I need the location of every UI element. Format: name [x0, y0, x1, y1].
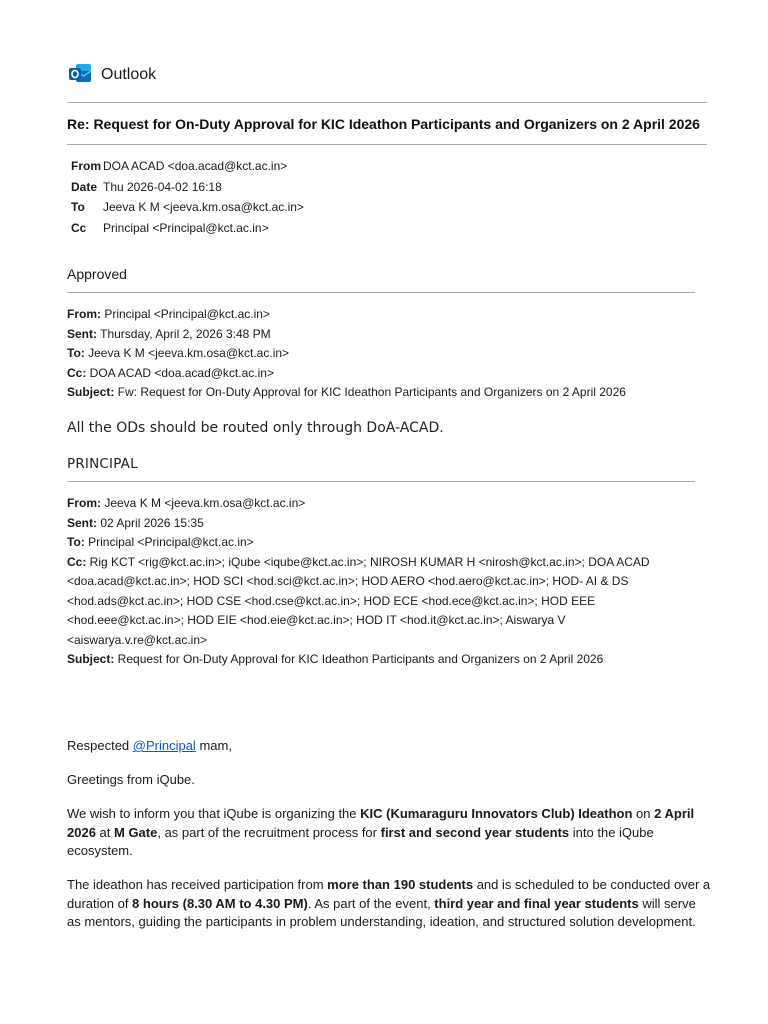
p2-bold: third year and final year students [434, 895, 639, 911]
fwd2-cc-line: <hod.eee@kct.ac.in>; HOD EIE <hod.eie@kct.ac.in>; HOD IT <hod.it@kct.ac.in>; Aiswarya V [67, 613, 566, 627]
fwd2-cc-label: Cc: [67, 554, 87, 569]
fwd2-cc-line: <doa.acad@kct.ac.in>; HOD SCI <hod.sci@kct.ac.in>; HOD AERO <hod.aero@kct.ac.in>; HOD- AI & DS [67, 574, 629, 588]
principal-signature: PRINCIPAL [67, 456, 138, 472]
p2-text: The ideathon has received participation from [67, 877, 328, 892]
app-name: Outlook [101, 66, 157, 83]
email-subject: Re: Request for On-Duty Approval for KIC Ideathon Participants and Organizers on 2 April 2026 [67, 116, 700, 132]
p1-text: , as part of the recruitment process for [157, 824, 381, 840]
outlook-logo-icon [68, 61, 92, 90]
p2-text: and is scheduled to be conducted over a duration of [67, 877, 711, 911]
divider [67, 292, 695, 293]
fwd1-cc-label: Cc: [67, 365, 87, 380]
date-label: Date [71, 179, 98, 194]
mention-link[interactable]: @Principal [132, 738, 196, 753]
reply-body: Approved [67, 266, 127, 282]
fwd1-subject-label: Subject: [67, 385, 115, 399]
p2-text: . As part of the event, [307, 895, 435, 911]
forwarded-header-1 [67, 305, 626, 403]
p1-bold: first and second year students [380, 824, 570, 840]
p2-bold: 8 hours (8.30 AM to 4.30 PM) [132, 895, 308, 911]
p1-bold: 2 April 2026 [67, 806, 695, 840]
p2-text: will serve as mentors, guiding the participants in problem understanding, ideation, and structured solution development. [67, 895, 696, 929]
to-row [71, 197, 304, 218]
fwd2-subject-label: Subject: [67, 652, 115, 666]
salutation-suffix: mam, [195, 738, 232, 753]
paragraph-1 [67, 805, 712, 861]
divider [67, 144, 707, 145]
greeting: Greetings from iQube. [67, 772, 195, 787]
fwd1-from-label: From: [67, 307, 101, 321]
fwd1-sent-value: Thursday, April 2, 2026 3:48 PM [97, 326, 271, 341]
app-header [68, 63, 156, 87]
cc-value[interactable]: Principal <Principal@kct.ac.in> [103, 221, 269, 236]
fwd1-sent-label: Sent: [67, 326, 97, 341]
divider [67, 481, 695, 482]
from-row [71, 156, 304, 177]
p1-text: We wish to inform you that iQube is organizing the [67, 806, 361, 821]
from-label: From [71, 159, 101, 173]
p2-bold: more than 190 students [327, 877, 474, 892]
fwd1-to-value: Jeeva K M <jeeva.km.osa@kct.ac.in> [84, 346, 290, 360]
from-value[interactable]: DOA ACAD <doa.acad@kct.ac.in> [103, 159, 288, 173]
fwd2-sent-label: Sent: [67, 515, 97, 530]
p1-text: into the iQube ecosystem. [67, 824, 654, 858]
fwd1-cc-value: DOA ACAD <doa.acad@kct.ac.in> [86, 365, 274, 380]
fwd2-cc-line: <hod.ads@kct.ac.in>; HOD CSE <hod.cse@kct.ac.in>; HOD ECE <hod.ece@kct.ac.in>; HOD EEE [67, 593, 596, 608]
fwd1-to-label: To: [67, 346, 85, 360]
fwd2-subject-value: Request for On-Duty Approval for KIC Ideathon Participants and Organizers on 2 April 2026 [114, 652, 604, 666]
salutation-prefix: Respected [67, 738, 133, 753]
p1-bold: M Gate [114, 824, 158, 840]
fwd2-to-label: To: [67, 535, 85, 549]
fwd2-cc-line: Rig KCT <rig@kct.ac.in>; iQube <iqube@kct.ac.in>; NIROSH KUMAR H <nirosh@kct.ac.in>; DOA ACAD [86, 554, 650, 569]
forwarded-header-2 [67, 494, 650, 670]
p1-text: on [632, 806, 655, 821]
fwd2-from-label: From: [67, 496, 101, 510]
principal-note: All the ODs should be routed only through DoA-ACAD. [67, 420, 444, 436]
fwd1-from-value: Principal <Principal@kct.ac.in> [101, 307, 270, 321]
salutation [67, 737, 712, 756]
fwd2-from-value: Jeeva K M <jeeva.km.osa@kct.ac.in> [101, 496, 306, 510]
cc-label: Cc [71, 221, 87, 236]
divider [67, 102, 707, 103]
date-row [71, 177, 304, 198]
fwd2-to-value: Principal <Principal@kct.ac.in> [84, 535, 254, 549]
p1-text: at [95, 824, 114, 840]
date-value: Thu 2026-04-02 16:18 [103, 179, 222, 194]
to-label: To [71, 200, 85, 215]
to-value[interactable]: Jeeva K M <jeeva.km.osa@kct.ac.in> [103, 200, 304, 215]
cc-row [71, 218, 304, 239]
fwd2-cc-line: <aiswarya.v.re@kct.ac.in> [67, 632, 208, 647]
fwd2-sent-value: 02 April 2026 15:35 [97, 515, 204, 530]
email-header-meta [71, 156, 304, 239]
p1-bold: KIC (Kumaraguru Innovators Club) Ideathon [360, 806, 633, 821]
paragraph-2 [67, 876, 712, 932]
fwd1-subject-value: Fw: Request for On-Duty Approval for KIC Ideathon Participants and Organizers on 2 April 2026 [114, 385, 626, 399]
